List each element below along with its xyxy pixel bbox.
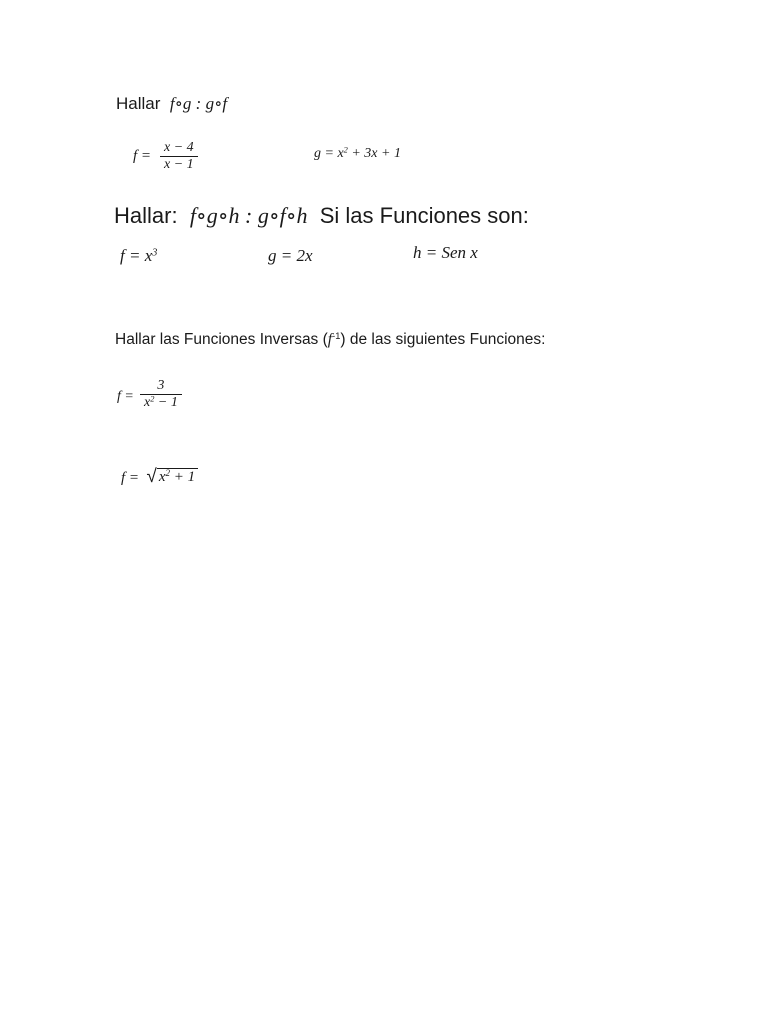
- problem1-title-math: f∘g : g∘f: [169, 94, 228, 113]
- problem2-f-lhs: f = x: [120, 246, 153, 265]
- problem3-f1-fraction: [140, 378, 182, 411]
- radical-sign-icon: √: [146, 465, 157, 486]
- problem1-title-word: Hallar: [116, 94, 161, 113]
- square-root: [147, 467, 199, 486]
- problem1-g-lhs: g = x: [314, 146, 344, 161]
- problem3-f2-rad-rest: + 1: [170, 469, 196, 486]
- problem3-title-symbol-exponent: -1: [332, 330, 341, 341]
- problem1-f-numerator: x − 4: [164, 140, 194, 155]
- problem3-f2-rad-base: x: [158, 469, 166, 486]
- problem1-g-definition: [314, 146, 401, 162]
- problem3-f1-den-rest: − 1: [154, 395, 178, 410]
- problem3-f1-denominator: [140, 395, 182, 411]
- problem2-title-math: f∘g∘h : g∘f∘h: [189, 203, 308, 228]
- problem2-title-word: Hallar:: [114, 203, 178, 228]
- problem2-title: [114, 203, 529, 229]
- problem1-g-rest: + 3x + 1: [347, 146, 401, 161]
- problem3-f2-rad-exponent: 2: [165, 468, 171, 479]
- problem3-title-post: ) de las siguientes Funciones:: [340, 331, 546, 348]
- problem3-title-symbol: f: [327, 331, 333, 348]
- problem1-g-exponent: 2: [343, 145, 348, 155]
- problem2-f-definition: [120, 246, 157, 266]
- problem3-f1-lhs: f =: [117, 389, 134, 404]
- problem3-f2-definition: [121, 467, 198, 487]
- problem1-f-denominator: x − 1: [164, 157, 194, 172]
- problem1-f-fraction: [160, 140, 198, 173]
- problem3-f2-radicand: [157, 468, 198, 486]
- problem1-title: [116, 94, 227, 114]
- problem2-h-definition: h = Sen x: [413, 243, 478, 262]
- problem3-f1-den-exponent: 2: [150, 394, 155, 404]
- problem3-f2-lhs: f =: [121, 470, 140, 486]
- problem3-f1-den-base: x: [144, 395, 151, 410]
- problem2-g-definition: g = 2x: [268, 246, 313, 265]
- problem3-f1-numerator: 3: [157, 378, 165, 393]
- problem1-f-lhs: f =: [133, 148, 152, 164]
- problem2-title-rest: Si las Funciones son:: [319, 203, 529, 228]
- problem3-title-pre: Hallar las Funciones Inversas (: [115, 331, 328, 348]
- problem2-f-exponent: 3: [152, 247, 158, 259]
- problem3-title: [115, 331, 545, 349]
